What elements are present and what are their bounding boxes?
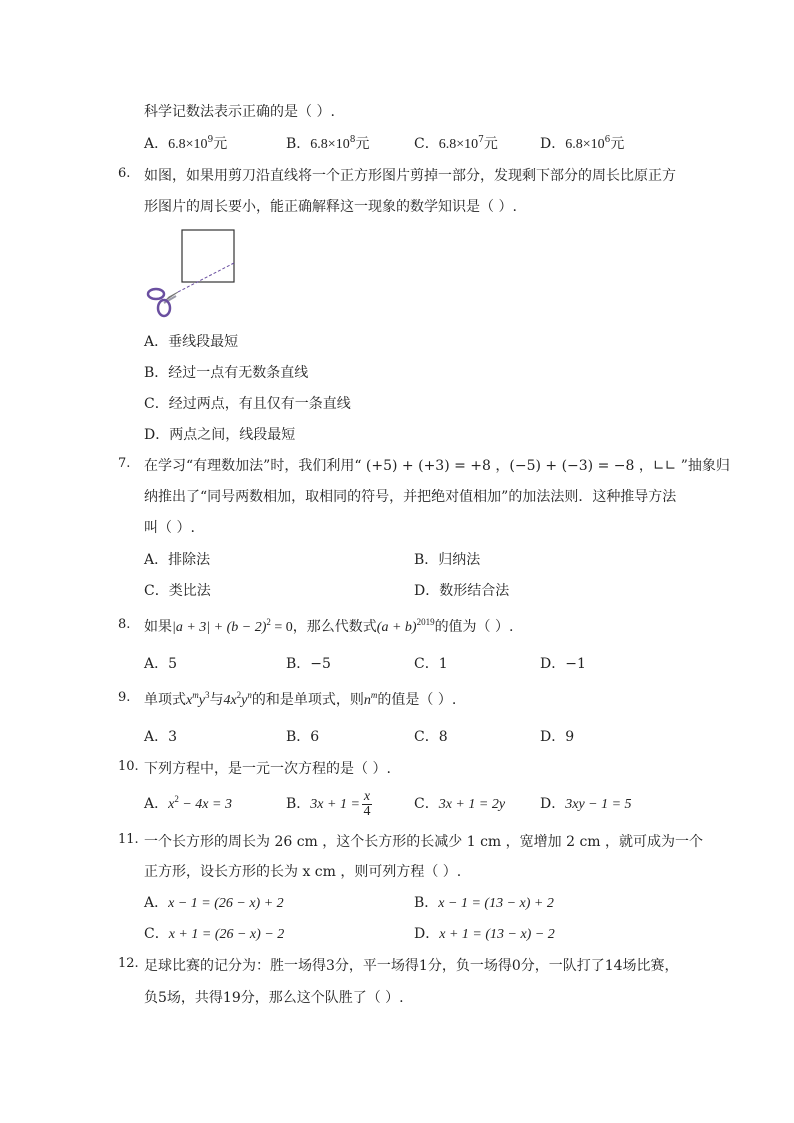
q10-number: 10.: [118, 759, 139, 774]
q8-stem: 如果$|a + 3| + (b - 2)^2 = 0$，那么代数式$(a + b)^{2019}$的值为（ ）.: [144, 617, 514, 635]
q11-stem-line2: 正方形，设长方形的长为 x cm ，则可列方程（ ）.: [144, 864, 462, 880]
q7-stem-line2: 纳推出了“同号两数相加，取相同的符号，并把绝对值相加”的加法法则．这种推导方法: [144, 489, 677, 505]
q5-stem-tail: 科学记数法表示正确的是（ ）.: [144, 104, 335, 120]
q8-number: 8.: [118, 617, 131, 632]
q7-stem-line3: 叫（ ）.: [144, 520, 195, 536]
q7-option-b[interactable]: B．归纳法: [414, 552, 481, 568]
q8-option-b[interactable]: B．−5: [286, 656, 331, 672]
q11-stem-line1: 一个长方形的周长为 26 cm ，这个长方形的长减少 1 cm ，宽增加 2 cm ，就可成为一个: [144, 834, 704, 850]
q12-stem-line2: 负5场，共得19分，那么这个队胜了（ ）.: [144, 990, 404, 1006]
q9-option-c[interactable]: C．8: [414, 729, 448, 745]
q11-option-c[interactable]: C．x + 1 = (26 − x) − 2: [144, 926, 285, 942]
q9-option-a[interactable]: A．3: [144, 729, 178, 745]
q10-option-a[interactable]: A．$x^2 - 4x = 3$: [144, 794, 232, 812]
q9-stem: 单项式$x^my^3$与$4x^2y^n$的和是单项式，则$n^m$的值是（ ）.: [144, 690, 457, 708]
q11-number: 11.: [118, 832, 139, 847]
q6-option-d[interactable]: D．两点之间，线段最短: [144, 427, 296, 443]
q8-option-a[interactable]: A．5: [144, 656, 178, 672]
q7-option-d[interactable]: D．数形结合法: [414, 583, 510, 599]
q8-option-d[interactable]: D．−1: [540, 656, 586, 672]
q11-option-d[interactable]: D．x + 1 = (13 − x) − 2: [414, 926, 555, 942]
q5-option-c[interactable]: C．$6.8\times 10^7$元: [414, 135, 498, 152]
q5-option-b[interactable]: B．$6.8\times 10^8$元: [286, 135, 370, 152]
q11-option-a[interactable]: A．x − 1 = (26 − x) + 2: [144, 895, 284, 911]
q9-option-d[interactable]: D．9: [540, 729, 575, 745]
q6-option-b[interactable]: B．经过一点有无数条直线: [144, 365, 309, 381]
q9-number: 9.: [118, 690, 131, 705]
q7-option-a[interactable]: A．排除法: [144, 552, 211, 568]
square-image: [182, 230, 234, 282]
q5-option-d[interactable]: D．$6.8\times 10^6$元: [540, 135, 625, 152]
q6-stem-line2: 形图片的周长要小，能正确解释这一现象的数学知识是（ ）.: [144, 199, 517, 215]
q6-option-c[interactable]: C．经过两点，有且仅有一条直线: [144, 396, 351, 412]
q12-stem-line1: 足球比赛的记分为：胜一场得3分，平一场得1分，负一场得0分，一队打了14场比赛，: [144, 958, 679, 974]
q11-option-b[interactable]: B．x − 1 = (13 − x) + 2: [414, 895, 554, 911]
q7-number: 7.: [118, 456, 131, 471]
scissors-icon: [148, 289, 178, 316]
q7-stem-line1: 在学习“有理数加法”时，我们利用“ (+5) + (+3) = +8 ，(−5) + (−3) = −8 ，∟∟ ”抽象归: [144, 458, 730, 474]
fraction: $\frac{x}{4}$: [363, 788, 371, 819]
q10-option-d[interactable]: D．3xy − 1 = 5: [540, 796, 632, 812]
q10-stem: 下列方程中，是一元一次方程的是（ ）.: [144, 761, 391, 777]
q7-option-c[interactable]: C．类比法: [144, 583, 211, 599]
q5-option-a[interactable]: A．$6.8\times 10^9$元: [144, 135, 228, 152]
q6-number: 6.: [118, 166, 131, 181]
q10-option-b[interactable]: B．3x + 1 = $\frac{x}{4}$: [286, 788, 371, 819]
q10-option-c[interactable]: C．3x + 1 = 2y: [414, 796, 506, 812]
scissors-figure: [144, 226, 240, 318]
q12-number: 12.: [118, 956, 139, 971]
q9-option-b[interactable]: B．6: [286, 729, 320, 745]
q6-option-a[interactable]: A．垂线段最短: [144, 334, 239, 350]
q6-stem-line1: 如图，如果用剪刀沿直线将一个正方形图片剪掉一部分，发现剩下部分的周长比原正方: [144, 168, 676, 184]
q8-option-c[interactable]: C．1: [414, 656, 448, 672]
